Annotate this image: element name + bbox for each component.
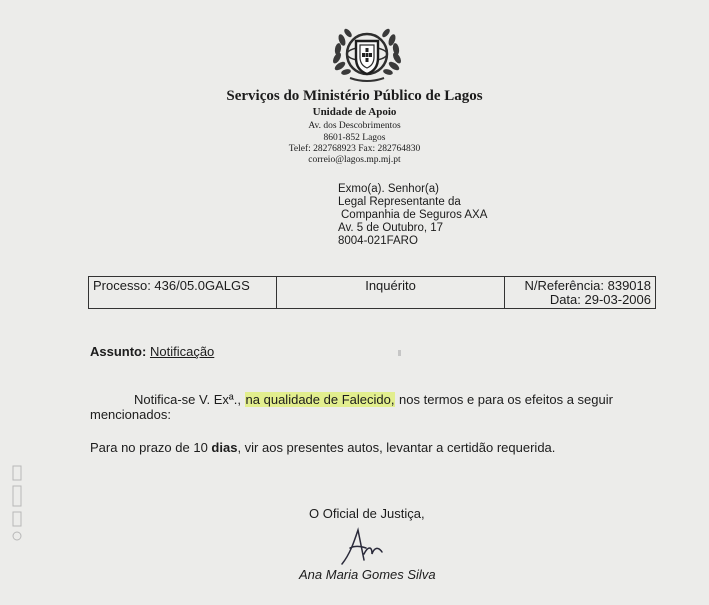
case-type: Inquérito (365, 278, 416, 293)
margin-stamp (10, 462, 24, 552)
notification-text-cont: nos termos e para os efeitos a seguir (395, 392, 613, 407)
subject-label: Assunto: (90, 344, 147, 359)
office-unit: Unidade de Apoio (312, 106, 397, 118)
recipient-company: Companhia de Seguros AXA (341, 209, 488, 221)
highlighted-quality: na qualidade de Falecido, (245, 392, 395, 407)
notification-text: Notifica-se V. Exª., (134, 392, 245, 407)
signature-role: O Oficial de Justiça, (309, 506, 425, 521)
deadline-unit: dias (211, 440, 238, 455)
office-street: Av. dos Descobrimentos (308, 121, 401, 131)
paper-speck (398, 350, 401, 356)
notification-paragraph-line2: mencionados: (90, 407, 171, 422)
recipient-salutation: Exmo(a). Senhor(a) (338, 183, 439, 195)
handwritten-signature (336, 524, 392, 568)
deadline-text: Para no prazo de 10 (90, 440, 212, 455)
case-date: Data: 29-03-2006 (549, 292, 651, 307)
case-reference-table (88, 276, 656, 309)
deadline-text-cont: , vir aos presentes autos, levantar a certidão requerida. (237, 440, 556, 455)
office-email: correio@lagos.mp.mj.pt (308, 155, 401, 165)
subject-value: Notificação (149, 344, 215, 359)
signatory-name: Ana Maria Gomes Silva (299, 567, 436, 582)
coat-of-arms-icon (328, 22, 406, 86)
recipient-postal: 8004-021FARO (338, 235, 418, 247)
table-divider (504, 277, 505, 308)
case-reference-number: N/Referência: 839018 (524, 278, 651, 293)
office-phones: Telef: 282768923 Fax: 282764830 (288, 144, 421, 154)
subject-line (90, 344, 214, 359)
case-process-number: Processo: 436/05.0GALGS (93, 278, 250, 293)
recipient-street: Av. 5 de Outubro, 17 (338, 222, 444, 234)
notification-paragraph (134, 392, 613, 407)
deadline-paragraph (90, 440, 555, 455)
office-postal: 8601-852 Lagos (323, 133, 386, 143)
office-title: Serviços do Ministério Público de Lagos (226, 88, 483, 104)
recipient-role: Legal Representante da (338, 196, 461, 208)
